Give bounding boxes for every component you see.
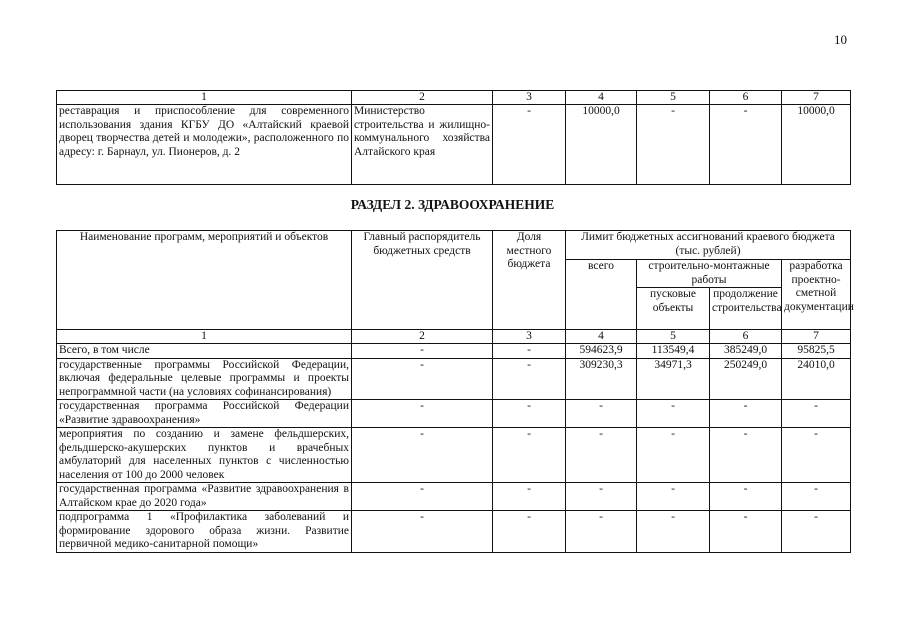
ongoing-cell: 250249,0 bbox=[710, 358, 782, 400]
program-name-cell: подпрограмма 1 «Профилактика заболеваний и формирование здорового образа жизни. Развитие первичной медико-санитарной помощи» bbox=[57, 511, 352, 553]
design-cell: - bbox=[782, 400, 851, 428]
total-cell: 594623,9 bbox=[566, 344, 637, 359]
total-cell: - bbox=[566, 400, 637, 428]
total-cell: 309230,3 bbox=[566, 358, 637, 400]
share-cell: - bbox=[493, 511, 566, 553]
ongoing-cell: - bbox=[710, 511, 782, 553]
table-row bbox=[57, 400, 851, 428]
section-title: РАЗДЕЛ 2. ЗДРАВООХРАНЕНИЕ bbox=[350, 197, 555, 212]
design-cell: - bbox=[782, 511, 851, 553]
ongoing-cell: - bbox=[710, 483, 782, 511]
column-index-row bbox=[57, 330, 851, 344]
ongoing-cell: - bbox=[710, 428, 782, 483]
program-name-cell: мероприятия по созданию и замене фельдшерских, фельдшерско-акушерских пунктов и врачебных амбулаторий для населенных пунктов с численностью населения от 100 до 2000 человек bbox=[57, 428, 352, 483]
launch-cell: - bbox=[637, 428, 710, 483]
agency-cell: - bbox=[352, 511, 493, 553]
column-index: 4 bbox=[566, 330, 637, 344]
header-share: Доля местного бюджета bbox=[493, 231, 566, 330]
launch-cell: 34971,3 bbox=[637, 358, 710, 400]
share-cell: - bbox=[493, 358, 566, 400]
share-cell: - bbox=[493, 428, 566, 483]
program-name-cell: Всего, в том числе bbox=[57, 344, 352, 359]
design-cell: 10000,0 bbox=[782, 105, 851, 185]
agency-cell: Министерство строительства и жилищно-коммунального хозяйства Алтайского края bbox=[352, 105, 493, 185]
header-row bbox=[57, 231, 851, 260]
total-cell: 10000,0 bbox=[566, 105, 637, 185]
column-index: 6 bbox=[710, 91, 782, 105]
total-cell: - bbox=[566, 428, 637, 483]
agency-cell: - bbox=[352, 483, 493, 511]
launch-cell: - bbox=[637, 400, 710, 428]
column-index: 5 bbox=[637, 330, 710, 344]
agency-cell: - bbox=[352, 400, 493, 428]
launch-cell: - bbox=[637, 511, 710, 553]
column-index: 1 bbox=[57, 330, 352, 344]
table-row bbox=[57, 105, 851, 185]
agency-cell: - bbox=[352, 428, 493, 483]
column-index: 3 bbox=[493, 91, 566, 105]
program-name-cell: государственные программы Российской Федерации, включая федеральные целевые программы и проекты непрограммной части (на условиях софинансирования) bbox=[57, 358, 352, 400]
total-cell: - bbox=[566, 483, 637, 511]
header-ongoing: продолжение строительства bbox=[710, 288, 782, 330]
header-total: всего bbox=[566, 260, 637, 330]
launch-cell: 113549,4 bbox=[637, 344, 710, 359]
table-row bbox=[57, 483, 851, 511]
total-cell: - bbox=[566, 511, 637, 553]
column-index: 5 bbox=[637, 91, 710, 105]
design-cell: - bbox=[782, 428, 851, 483]
header-name: Наименование программ, мероприятий и объектов bbox=[57, 231, 352, 330]
program-name-cell: государственная программа Российской Федерации «Развитие здравоохранения» bbox=[57, 400, 352, 428]
share-cell: - bbox=[493, 483, 566, 511]
share-cell: - bbox=[493, 400, 566, 428]
ongoing-cell: 385249,0 bbox=[710, 344, 782, 359]
ongoing-cell: - bbox=[710, 105, 782, 185]
header-limit: Лимит бюджетных ассигнований краевого бюджета (тыс. рублей) bbox=[566, 231, 851, 260]
table-row bbox=[57, 428, 851, 483]
column-index: 1 bbox=[57, 91, 352, 105]
column-index: 7 bbox=[782, 91, 851, 105]
column-index: 6 bbox=[710, 330, 782, 344]
header-agency: Главный распорядитель бюджетных средств bbox=[352, 231, 493, 330]
column-index: 3 bbox=[493, 330, 566, 344]
design-cell: 95825,5 bbox=[782, 344, 851, 359]
header-launch: пусковые объекты bbox=[637, 288, 710, 330]
table-row bbox=[57, 344, 851, 359]
table-row bbox=[57, 511, 851, 553]
page-number: 10 bbox=[834, 32, 847, 47]
agency-cell: - bbox=[352, 358, 493, 400]
column-index: 4 bbox=[566, 91, 637, 105]
program-name-cell: государственная программа «Развитие здравоохранения в Алтайском крае до 2020 года» bbox=[57, 483, 352, 511]
continuation-table bbox=[56, 90, 851, 185]
column-index: 7 bbox=[782, 330, 851, 344]
design-cell: 24010,0 bbox=[782, 358, 851, 400]
column-index: 2 bbox=[352, 91, 493, 105]
header-design: разработка проектно-сметной документации bbox=[782, 260, 851, 330]
object-name-cell: реставрация и приспособление для современного использования здания КГБУ ДО «Алтайский краевой дворец творчества детей и молодежи», расположенного по адресу: г. Барнаул, ул. Пионеров, д. 2 bbox=[57, 105, 352, 185]
healthcare-table bbox=[56, 230, 854, 553]
column-index: 2 bbox=[352, 330, 493, 344]
share-cell: - bbox=[493, 344, 566, 359]
header-construction: строительно-монтажные работы bbox=[637, 260, 782, 288]
design-cell: - bbox=[782, 483, 851, 511]
launch-cell: - bbox=[637, 483, 710, 511]
launch-cell: - bbox=[637, 105, 710, 185]
column-index-row bbox=[57, 91, 851, 105]
agency-cell: - bbox=[352, 344, 493, 359]
ongoing-cell: - bbox=[710, 400, 782, 428]
share-cell: - bbox=[493, 105, 566, 185]
table-row bbox=[57, 358, 851, 400]
